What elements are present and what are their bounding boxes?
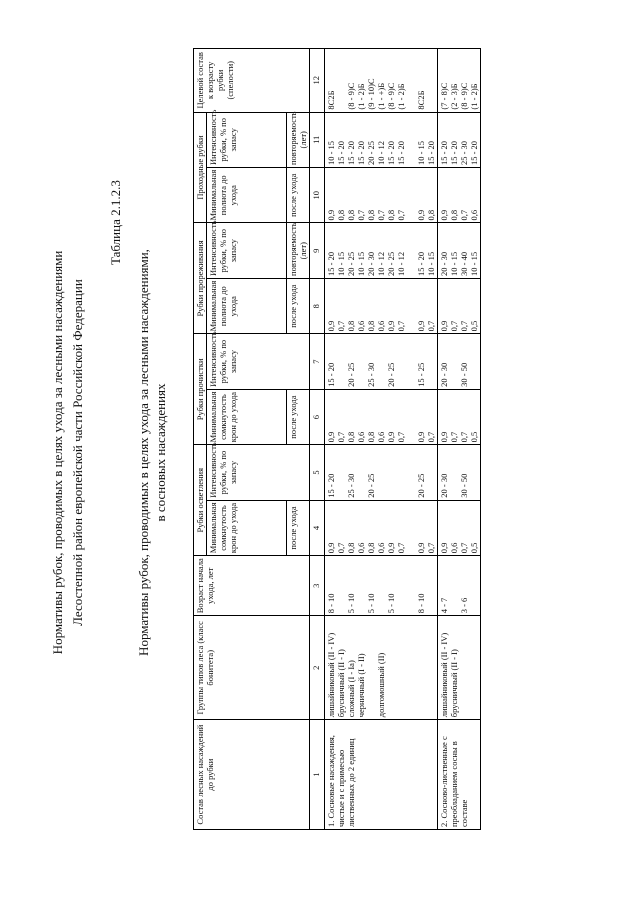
cell-value: (2 - 3)Б xyxy=(449,83,459,110)
row-c7 xyxy=(438,334,481,389)
header-after-care: после ухода xyxy=(287,389,310,444)
cell-value xyxy=(336,558,346,613)
list-item: черничный (I - II) xyxy=(356,653,366,718)
table-number: Таблица 2.1.2.3 xyxy=(108,180,123,265)
col-number: 2 xyxy=(310,616,325,720)
cell-value: 0,9 xyxy=(326,209,336,221)
cell-value: 0,9 xyxy=(386,320,396,332)
row-forest-types xyxy=(325,616,438,720)
cell-value: 15 - 20 xyxy=(326,473,336,498)
row-c5 xyxy=(438,445,481,500)
cell-value: 0,6 xyxy=(376,431,386,443)
cell-value: (1 - 2)Б xyxy=(356,83,366,110)
cell-value: 25 - 30 xyxy=(346,473,356,498)
cell-value: 20 - 30 xyxy=(439,251,449,276)
header-clarification: Рубки осветления xyxy=(194,445,207,556)
header-min-closure: Минимальная сомкнутость крон до ухода xyxy=(207,500,287,555)
list-item: долгомошный (II) xyxy=(376,652,386,718)
cell-value: 30 - 40 xyxy=(459,251,469,276)
cell-value xyxy=(449,447,459,497)
cell-value: 15 - 20 xyxy=(346,140,356,166)
cell-value: 0,6 xyxy=(356,320,366,332)
header-composition: Состав лесных насаждений до рубки xyxy=(194,720,310,830)
cell-value: 25 - 30 xyxy=(366,362,376,387)
cell-value: 0,7 xyxy=(426,320,436,332)
cell-value: 8С2Б xyxy=(326,90,336,110)
row-composition: 1. Сосновые насаждения, чистые и с примесью лиственных до 2 единиц xyxy=(325,720,438,830)
cell-value: 30 - 50 xyxy=(459,362,469,387)
cell-value: (1 - 2)Б xyxy=(396,83,406,110)
cell-value: 0,9 xyxy=(386,542,396,554)
row-c12 xyxy=(325,49,438,113)
cell-value xyxy=(396,336,406,386)
cell-value xyxy=(376,447,386,497)
cell-value: 0,9 xyxy=(416,542,426,554)
cell-value: 0,5 xyxy=(469,542,479,554)
row-c11 xyxy=(325,112,438,167)
cell-value xyxy=(336,51,346,110)
cell-value: 0,6 xyxy=(376,542,386,554)
col-number: 5 xyxy=(310,445,325,500)
cell-value xyxy=(426,51,436,110)
cell-value: 30 - 50 xyxy=(459,473,469,498)
cell-value: 0,8 xyxy=(386,209,396,221)
cell-value: 20 - 25 xyxy=(366,140,376,166)
sub-title-line2: в сосновых насаждениях xyxy=(153,383,168,522)
cell-value: 20 - 25 xyxy=(366,473,376,498)
cell-value: 0,9 xyxy=(439,209,449,221)
cell-value: 0,5 xyxy=(469,320,479,332)
header-after-care: после ухода xyxy=(287,168,310,223)
header-intensity: Интенсивность рубки, % по запасу xyxy=(207,223,287,278)
main-title-line1: Нормативы рубок, проводимых в целях ухода за лесными насаждениями xyxy=(50,250,65,655)
cell-value: 10 - 15 xyxy=(449,251,459,276)
cell-value: 15 - 20 xyxy=(439,140,449,166)
row-c8 xyxy=(438,278,481,333)
cell-value xyxy=(396,558,406,613)
cell-value: 0,7 xyxy=(449,320,459,332)
cell-value: 10 - 12 xyxy=(396,251,406,276)
cell-value: (1 - +)Б xyxy=(376,82,386,110)
cell-value: 0,8 xyxy=(366,431,376,443)
cell-value: 10 - 12 xyxy=(376,251,386,276)
cell-value xyxy=(469,336,479,386)
header-intensity: Интенсивность рубки, % по запасу xyxy=(207,334,310,389)
row-c12 xyxy=(438,49,481,113)
cell-value: 0,8 xyxy=(336,209,346,221)
col-number: 6 xyxy=(310,389,325,444)
cell-value: 10 - 15 xyxy=(426,251,436,276)
cell-value: 0,9 xyxy=(326,431,336,443)
cell-value: 0,8 xyxy=(346,431,356,443)
cell-value: 20 - 25 xyxy=(416,473,426,498)
cell-value: (9 - 10)С xyxy=(366,78,376,110)
header-intensity: Интенсивность рубки, % по запасу xyxy=(207,112,287,167)
row-c6 xyxy=(438,389,481,444)
header-repeat: повторяемость (лет) xyxy=(287,223,310,278)
list-item: брусничный (II - I) xyxy=(449,649,459,718)
cell-value: 0,6 xyxy=(449,542,459,554)
cell-value: 10 - 15 xyxy=(356,251,366,276)
row-forest-types xyxy=(438,616,481,720)
cell-value xyxy=(376,558,386,613)
cell-value: 0,5 xyxy=(469,431,479,443)
cell-value: 0,8 xyxy=(366,320,376,332)
cell-value: 0,8 xyxy=(346,209,356,221)
cell-value: 20 - 30 xyxy=(366,251,376,276)
cell-value: 8 - 10 xyxy=(326,593,336,614)
row-c4 xyxy=(325,500,438,555)
row-c11 xyxy=(438,112,481,167)
cell-value: 0,7 xyxy=(459,431,469,443)
cell-value: 0,8 xyxy=(346,542,356,554)
cell-value: 20 - 30 xyxy=(439,362,449,387)
list-item: лишайниковый (II - IV) xyxy=(439,632,449,718)
cell-value: 0,8 xyxy=(426,209,436,221)
cell-value: 0,6 xyxy=(469,209,479,221)
cell-value: 15 - 20 xyxy=(469,140,479,166)
row-c9 xyxy=(325,223,438,278)
cell-value: 0,7 xyxy=(396,431,406,443)
cell-value: 10 - 15 xyxy=(416,140,426,166)
row-c4 xyxy=(438,500,481,555)
row-c10 xyxy=(325,168,438,223)
cell-value: 15 - 20 xyxy=(449,140,459,166)
cell-value: 0,6 xyxy=(356,431,366,443)
cell-value: 4 - 7 xyxy=(439,597,449,614)
cell-value xyxy=(376,336,386,386)
cell-value: (8 - 9)С xyxy=(346,82,356,110)
cell-value: 0,9 xyxy=(386,431,396,443)
header-after-care: после ухода xyxy=(287,278,310,333)
col-number: 4 xyxy=(310,500,325,555)
cell-value: 15 - 20 xyxy=(426,140,436,166)
cell-value: (7 - 8)С xyxy=(439,82,449,110)
cell-value: 5 - 10 xyxy=(386,593,396,614)
header-min-density: Минимальная полнота до ухода xyxy=(207,278,287,333)
cell-value: 0,9 xyxy=(416,209,426,221)
col-number: 1 xyxy=(310,720,325,830)
cell-value: 8 - 10 xyxy=(416,593,426,614)
header-start-age: Возраст начала ухода, лет xyxy=(194,556,310,616)
cell-value: (8 - 9)С xyxy=(459,82,469,110)
header-passing: Проходные рубки xyxy=(194,112,207,223)
cell-value xyxy=(449,558,459,613)
cell-value: 0,8 xyxy=(346,320,356,332)
col-number: 3 xyxy=(310,556,325,616)
cell-value: 20 - 30 xyxy=(439,473,449,498)
header-intensity: Интенсивность рубки, % по запасу xyxy=(207,445,310,500)
row-c7 xyxy=(325,334,438,389)
cell-value: 0,7 xyxy=(356,209,366,221)
cell-value: 20 - 25 xyxy=(386,251,396,276)
cell-value: 10 - 15 xyxy=(469,251,479,276)
cell-value xyxy=(336,336,346,386)
cell-value: 10 - 12 xyxy=(376,140,386,166)
cell-value: 25 - 30 xyxy=(459,140,469,166)
cell-value: 0,9 xyxy=(416,431,426,443)
cell-value: (8 - 9)С xyxy=(386,82,396,110)
cell-value: 15 - 20 xyxy=(356,140,366,166)
cell-value: 0,7 xyxy=(336,320,346,332)
cell-value: 0,7 xyxy=(396,320,406,332)
cell-value xyxy=(356,336,366,386)
col-number: 10 xyxy=(310,168,325,223)
cell-value: 15 - 20 xyxy=(326,251,336,276)
cell-value: 20 - 25 xyxy=(346,251,356,276)
row-age xyxy=(438,556,481,616)
cell-value: 0,7 xyxy=(426,542,436,554)
cell-value xyxy=(356,558,366,613)
cell-value: 5 - 10 xyxy=(346,593,356,614)
header-repeat: повторяемость (лет) xyxy=(287,112,310,167)
cell-value xyxy=(426,447,436,497)
header-min-density: Минимальная полнота до ухода xyxy=(207,168,287,223)
header-thinning: Рубки прореживания xyxy=(194,223,207,334)
cell-value: 0,7 xyxy=(459,542,469,554)
cell-value: 5 - 10 xyxy=(366,593,376,614)
cell-value: 0,9 xyxy=(439,542,449,554)
list-item: лишайниковый (II - IV) xyxy=(326,632,336,718)
cell-value: 0,7 xyxy=(459,320,469,332)
cell-value: 10 - 15 xyxy=(326,140,336,166)
norms-table xyxy=(193,48,481,830)
list-item: сложный (I - Ia) xyxy=(346,660,356,718)
cell-value xyxy=(426,336,436,386)
cell-value: 0,7 xyxy=(396,542,406,554)
cell-value: 0,7 xyxy=(336,431,346,443)
cell-value xyxy=(396,447,406,497)
cell-value: 0,7 xyxy=(396,209,406,221)
col-number: 11 xyxy=(310,112,325,167)
row-age xyxy=(325,556,438,616)
header-min-closure: Минимальная сомкнутость крон до ухода xyxy=(207,389,287,444)
cell-value: 0,7 xyxy=(426,431,436,443)
col-number: 9 xyxy=(310,223,325,278)
table-row xyxy=(438,49,481,830)
header-target: Целевой состав к возрасту рубки (спелости) xyxy=(194,49,310,113)
cell-value: 0,6 xyxy=(376,320,386,332)
cell-value xyxy=(469,447,479,497)
cell-value xyxy=(356,447,366,497)
cell-value: 20 - 25 xyxy=(346,362,356,387)
cell-value: 20 - 25 xyxy=(386,362,396,387)
header-cleaning: Рубки прочистки xyxy=(194,334,207,445)
cell-value: 15 - 20 xyxy=(416,251,426,276)
cell-value: (1 - 2)Б xyxy=(469,83,479,110)
row-c5 xyxy=(325,445,438,500)
cell-value xyxy=(469,558,479,613)
header-forest-types: Группы типов леса (класс бонитета) xyxy=(194,616,310,720)
row-c8 xyxy=(325,278,438,333)
col-number: 7 xyxy=(310,334,325,389)
cell-value: 0,7 xyxy=(336,542,346,554)
cell-value: 10 - 15 xyxy=(336,251,346,276)
cell-value: 0,9 xyxy=(439,320,449,332)
cell-value: 15 - 20 xyxy=(386,140,396,166)
cell-value: 0,7 xyxy=(449,431,459,443)
col-number: 12 xyxy=(310,49,325,113)
row-c9 xyxy=(438,223,481,278)
sub-title-line1: Нормативы рубок, проводимых в целях ухода за лесными насаждениями, xyxy=(136,249,151,656)
cell-value: 0,8 xyxy=(449,209,459,221)
row-c10 xyxy=(438,168,481,223)
cell-value xyxy=(449,336,459,386)
cell-value: 15 - 20 xyxy=(396,140,406,166)
cell-value xyxy=(386,447,396,497)
list-item: брусничный (II - I) xyxy=(336,649,346,718)
cell-value: 15 - 25 xyxy=(416,362,426,387)
cell-value: 0,9 xyxy=(326,542,336,554)
cell-value xyxy=(336,447,346,497)
cell-value: 0,9 xyxy=(439,431,449,443)
cell-value: 0,7 xyxy=(459,209,469,221)
row-composition: 2. Сосново-лиственные с преобладанием сосны в составе xyxy=(438,720,481,830)
cell-value: 15 - 20 xyxy=(326,362,336,387)
cell-value: 8С2Б xyxy=(416,90,426,110)
row-c6 xyxy=(325,389,438,444)
main-title-line2: Лесостепной район европейской части Российской Федерации xyxy=(70,279,85,626)
cell-value: 3 - 6 xyxy=(459,597,469,614)
col-number: 8 xyxy=(310,278,325,333)
cell-value: 0,8 xyxy=(366,209,376,221)
cell-value: 0,9 xyxy=(416,320,426,332)
header-after-care: после ухода xyxy=(287,500,310,555)
cell-value: 15 - 20 xyxy=(336,140,346,166)
cell-value: 0,8 xyxy=(366,542,376,554)
cell-value: 0,6 xyxy=(356,542,366,554)
cell-value: 0,7 xyxy=(376,209,386,221)
table-row xyxy=(325,49,438,830)
cell-value: 0,9 xyxy=(326,320,336,332)
